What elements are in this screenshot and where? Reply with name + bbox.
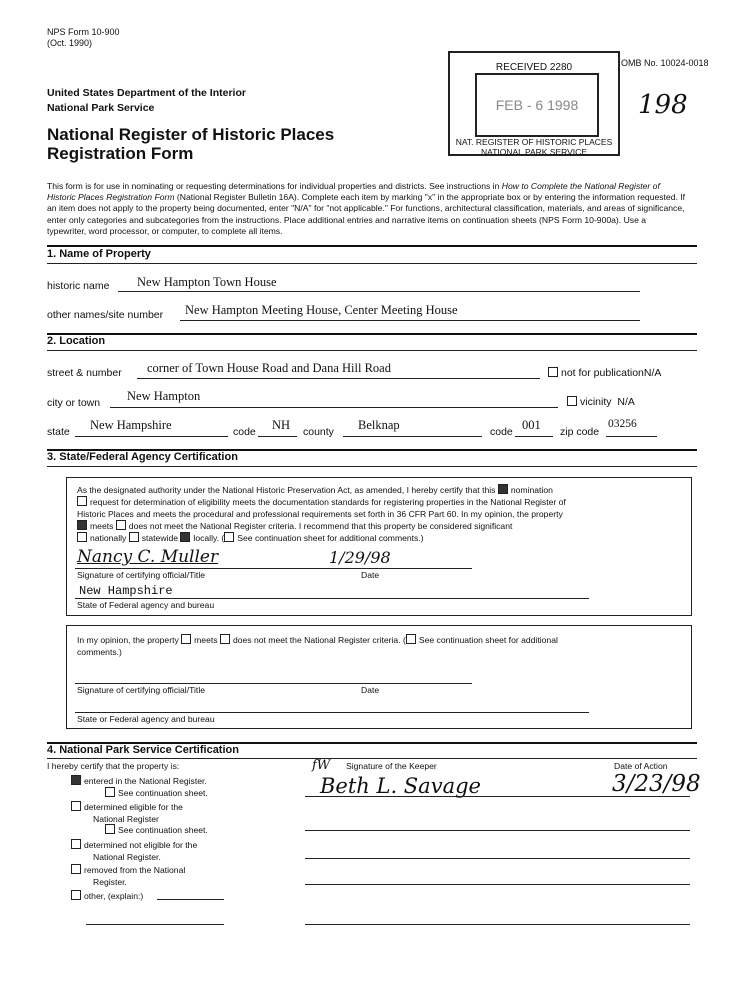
eligible-option xyxy=(71,801,183,813)
page-title: National Register of Historic Places xyxy=(47,125,335,144)
nps-intro: I hereby certify that the property is: xyxy=(47,761,180,771)
other-names-label: other names/site number xyxy=(47,309,164,321)
not-for-publication-label: not for publication xyxy=(561,367,644,379)
does-not-meet-checkbox[interactable] xyxy=(116,520,126,530)
see1-option xyxy=(105,787,208,799)
opinion-meets-label: meets xyxy=(194,635,218,645)
instructions-paragraph xyxy=(47,181,687,237)
entered-option xyxy=(71,775,207,787)
removed-label-2: Register. xyxy=(93,877,127,887)
certifying-signature: Nancy C. Muller xyxy=(77,547,219,567)
cert-line-5 xyxy=(77,532,424,544)
other-option xyxy=(71,890,143,902)
nomination-checkbox[interactable] xyxy=(498,484,508,494)
signature-label: Signature of certifying official/Title xyxy=(77,570,206,580)
opinion-continuation-label: See continuation sheet for additional xyxy=(418,635,558,645)
agency-label: State of Federal agency and bureau xyxy=(77,600,215,610)
street-field[interactable]: corner of Town House Road and Dana Hill Road xyxy=(147,361,391,375)
vicinity-label: vicinity xyxy=(580,396,612,408)
statewide-label: statewide xyxy=(141,533,179,543)
stamp-line1: NAT. REGISTER OF HISTORIC PLACES xyxy=(455,137,613,147)
vicinity-value: N/A xyxy=(617,396,635,408)
see2-option xyxy=(105,824,208,836)
opinion-text: In my opinion, the property xyxy=(77,635,179,645)
stamp-line2: NATIONAL PARK SERVICE xyxy=(481,147,587,157)
handwritten-number: 198 xyxy=(638,90,688,120)
intro-text: This form is for use in nominating or requesting determinations for individual properties and districts. See instructions in xyxy=(47,181,502,191)
eligible-label-2: National Register xyxy=(93,814,159,824)
state-label: state xyxy=(47,426,70,438)
meets-label: meets xyxy=(90,521,114,531)
meets-checkbox[interactable] xyxy=(77,520,87,530)
city-label: city or town xyxy=(47,397,101,409)
checkbox[interactable] xyxy=(567,396,577,406)
section-3-title: 3. State/Federal Agency Certification xyxy=(47,451,238,463)
request-checkbox[interactable] xyxy=(77,496,87,506)
entered-checkbox[interactable] xyxy=(71,775,81,785)
not-for-publication-value: N/A xyxy=(643,367,662,379)
zip-label: zip code xyxy=(560,426,600,438)
certifying-date: 1/29/98 xyxy=(329,548,391,567)
opinion-box xyxy=(66,625,692,729)
other-checkbox[interactable] xyxy=(71,890,81,900)
keeper-label: Signature of the Keeper xyxy=(346,761,437,771)
county-code-label: code xyxy=(490,426,513,438)
keeper-signature: Beth L. Savage xyxy=(320,774,481,798)
cert-line-4 xyxy=(77,520,512,532)
cert-line-1 xyxy=(77,484,553,496)
date-of-action-label: Date of Action xyxy=(614,761,668,771)
not-eligible-label-2: National Register. xyxy=(93,852,161,862)
not-for-publication-checkbox[interactable] xyxy=(548,367,661,379)
section-1-title: 1. Name of Property xyxy=(47,248,151,260)
cert-line-3: Historic Places and meets the procedural and professional requirements set forth in 36 CFR Part 60. In my opinion, the property xyxy=(77,509,563,519)
section-2-title: 2. Location xyxy=(47,335,106,347)
section-4-title: 4. National Park Service Certification xyxy=(47,744,239,756)
zip-field[interactable]: 03256 xyxy=(608,418,637,430)
state-field[interactable]: New Hampshire xyxy=(90,418,172,432)
page-subtitle: Registration Form xyxy=(47,144,194,163)
not-eligible-option xyxy=(71,839,197,851)
county-code-field[interactable]: 001 xyxy=(522,418,541,432)
historic-name-field[interactable]: New Hampton Town House xyxy=(137,275,277,289)
keeper-initials: fW xyxy=(312,758,331,773)
eligible-checkbox[interactable] xyxy=(71,801,81,811)
locally-label: locally. ( xyxy=(193,533,225,543)
opinion-meets-checkbox[interactable] xyxy=(181,634,191,644)
statewide-checkbox[interactable] xyxy=(129,532,139,542)
continuation-label: See continuation sheet for additional comments.) xyxy=(237,533,424,543)
form-date: (Oct. 1990) xyxy=(47,38,93,48)
does-not-meet-label: does not meet the National Register criteria. I recommend that this property be considered significant xyxy=(128,521,513,531)
entered-label: entered in the National Register. xyxy=(84,776,207,786)
request-label: request for determination of eligibility meets the documentation standards for registering properties in the National Register of xyxy=(90,497,566,507)
other-label: other, (explain:) xyxy=(84,891,144,901)
street-label: street & number xyxy=(47,367,122,379)
removed-option xyxy=(71,864,185,876)
nomination-label: nomination xyxy=(510,485,553,495)
locally-checkbox[interactable] xyxy=(180,532,190,542)
agency: National Park Service xyxy=(47,102,155,114)
stamp-date-box xyxy=(475,73,599,137)
county-label: county xyxy=(303,426,334,438)
opinion-line-2: comments.) xyxy=(77,647,122,657)
intro-italic: How to Complete the National Register of Historic Places Registration Form xyxy=(47,181,660,203)
form-number: NPS Form 10-900 xyxy=(47,27,120,37)
see2-label: See continuation sheet. xyxy=(118,825,208,835)
opinion-not-label: does not meet the National Register criteria. ( xyxy=(232,635,406,645)
historic-name-label: historic name xyxy=(47,280,110,292)
opinion-line-1 xyxy=(77,634,558,646)
eligible-label: determined eligible for the xyxy=(84,802,183,812)
removed-checkbox[interactable] xyxy=(71,864,81,874)
vicinity-checkbox[interactable] xyxy=(567,396,635,408)
checkbox[interactable] xyxy=(548,367,558,377)
received-stamp xyxy=(448,51,620,156)
see2-checkbox[interactable] xyxy=(105,824,115,834)
omb-number: OMB No. 10024-0018 xyxy=(621,58,709,68)
not-eligible-label: determined not eligible for the xyxy=(84,840,198,850)
agency-field[interactable]: New Hampshire xyxy=(79,584,173,598)
see1-checkbox[interactable] xyxy=(105,787,115,797)
opinion-continuation-checkbox[interactable] xyxy=(406,634,416,644)
intro-text-2: (National Register Bulletin 16A). Complete each item by marking "x" in the appropriate box or by entering the information requested. If an item does not apply to the property being documented, enter "N/A" for "not applicable." For functions, architectural classification, materials, and areas of significance, enter only categories and subcategories from the instructions. Place additional entries and narrative items on continuation sheets (NPS Form 10-900a). Use a typewriter, word processor, or computer, to complete all items. xyxy=(47,192,686,236)
stamp-received: RECEIVED 2280 xyxy=(495,62,573,73)
state-code-field[interactable]: NH xyxy=(272,418,291,432)
cert-line-2 xyxy=(77,496,566,508)
department: United States Department of the Interior xyxy=(47,87,246,99)
nationally-label: nationally xyxy=(90,533,127,543)
not-eligible-checkbox[interactable] xyxy=(71,839,81,849)
nationally-checkbox[interactable] xyxy=(77,532,87,542)
other-names-field[interactable]: New Hampton Meeting House, Center Meeting House xyxy=(185,303,458,317)
city-field[interactable]: New Hampton xyxy=(127,389,201,403)
stamp-date: FEB - 6 1998 xyxy=(495,97,579,113)
date2-label: Date xyxy=(361,685,380,695)
opinion-not-meet-checkbox[interactable] xyxy=(220,634,230,644)
date-label: Date xyxy=(361,570,380,580)
county-field[interactable]: Belknap xyxy=(358,418,400,432)
see1-label: See continuation sheet. xyxy=(118,788,208,798)
cert-text: As the designated authority under the National Historic Preservation Act, as amended, I hereby certify that this xyxy=(77,485,496,495)
continuation-checkbox[interactable] xyxy=(224,532,234,542)
state-certification-box xyxy=(66,477,692,616)
agency2-label: State or Federal agency and bureau xyxy=(77,714,215,724)
removed-label: removed from the National xyxy=(84,865,186,875)
date-of-action: 3/23/98 xyxy=(612,771,701,797)
signature2-label: Signature of certifying official/Title xyxy=(77,685,206,695)
state-code-label: code xyxy=(233,426,256,438)
